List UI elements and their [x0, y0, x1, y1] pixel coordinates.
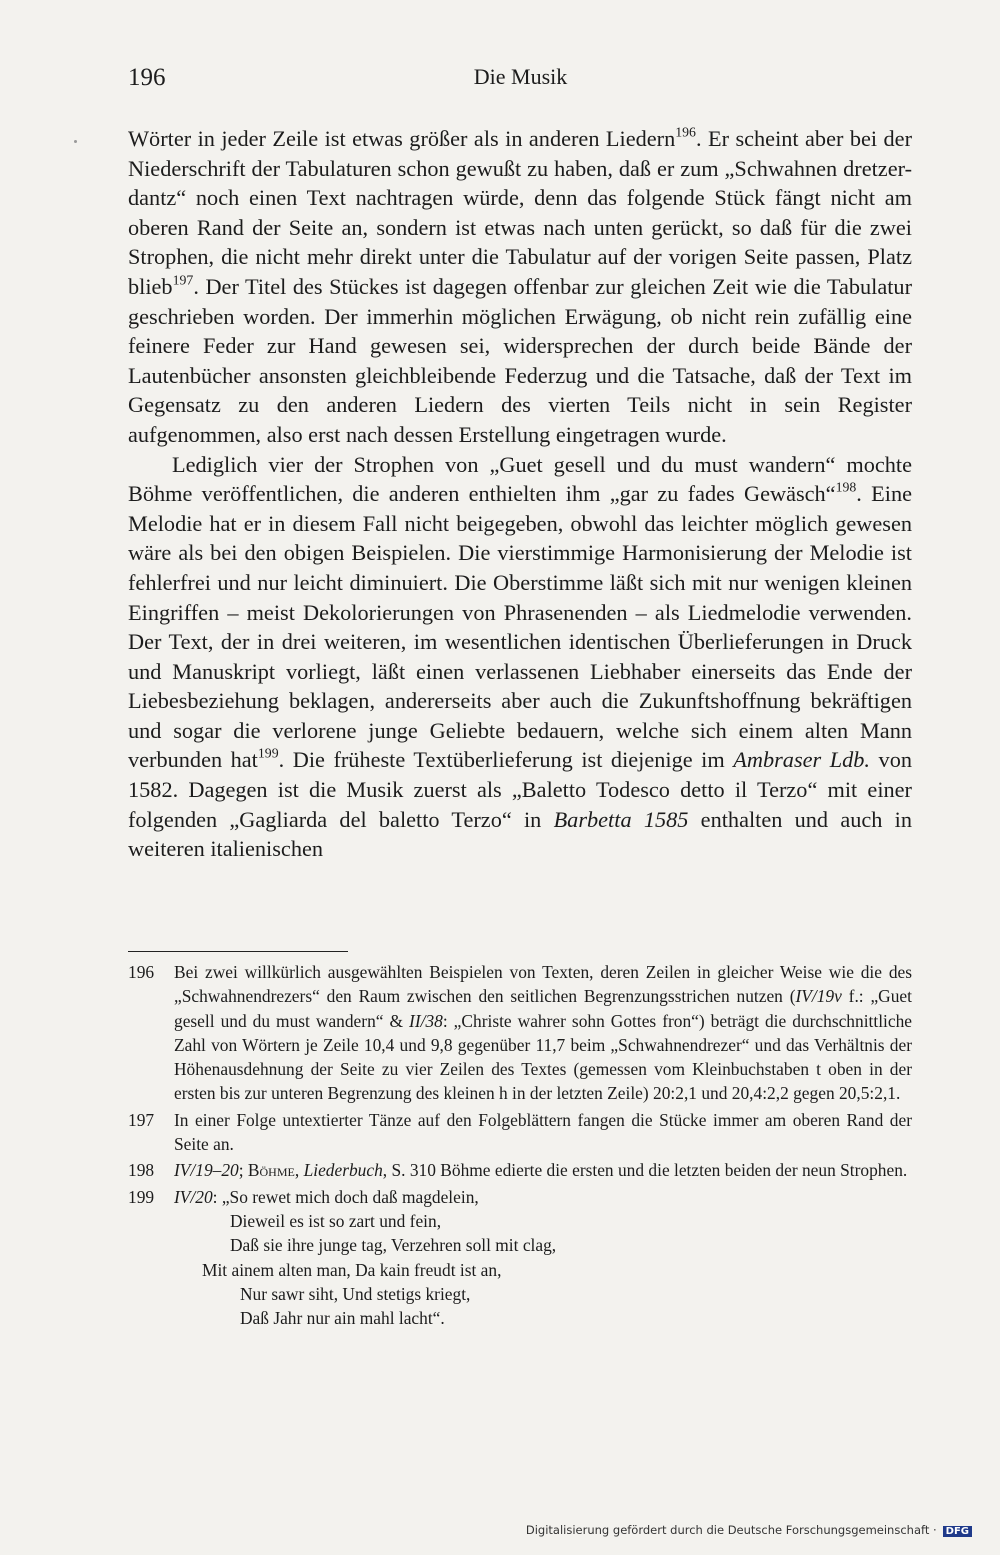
italic-source-title: Barbetta 1585 [553, 806, 689, 832]
main-text [128, 124, 912, 864]
footnote-number: 196 [128, 962, 155, 982]
paragraph-1 [128, 124, 912, 450]
italic-signature: IV/19v [795, 986, 842, 1007]
digitization-credit [526, 1523, 972, 1537]
margin-speck [74, 140, 77, 143]
author-name: Böhme [247, 1160, 295, 1181]
poem-line: Daß sie ihre junge tag, Verzehren soll mit clag, [230, 1235, 557, 1256]
page-header [128, 64, 913, 98]
text-run: . Er scheint aber bei der Niederschrift der Tabulaturen schon gewußt zu haben, daß er zum „Schwahnen dretzer-dantz“ noch einen Text nachtragen würde, denn das folgende Stück fängt nicht am oberen Rand der Seite an, sondern ist etwas nach unten gerückt, so daß für die zwei Strophen, die nicht mehr direkt unter die Tabulatur auf der vorigen Seite passen, Platz blieb [128, 126, 912, 299]
footnote-number: 198 [128, 1160, 155, 1181]
paragraph-2 [128, 450, 912, 864]
italic-signature: IV/19–20 [174, 1160, 239, 1181]
italic-signature: II/38 [409, 1010, 443, 1031]
poem-line: Daß Jahr nur ain mahl lacht“. [240, 1308, 445, 1329]
text-run: ; [238, 1160, 248, 1181]
footnote-198 [128, 1158, 912, 1182]
footnote-199 [128, 1185, 912, 1331]
text-run: . Eine Melodie hat er in diesem Fall nicht beigegeben, obwohl das leichter möglich gewesen wäre als bei den obigen Beispielen. Die vierstimmige Harmonisierung der Melodie ist fehlerfrei und nur leicht diminuiert. Die Oberstimme läßt sich mit nur wenigen kleinen Eingriffen – meist Dekolorierungen von Phrasenenden – als Liedmelodie verwenden. Der Text, der in drei weiteren, im wesentlichen identischen Überlieferungen in Druck und Manuskript vorliegt, läßt einen verlassenen Liebhaber einerseits das Ende der Liebesbeziehung beklagen, andererseits aber auch die Zukunftshoffnung bekräftigen und sogar die verlorene junge Geliebte bedauern, welche sich einem alten Mann verbunden hat [128, 481, 912, 773]
text-run: . Die früheste Textüberlieferung ist diejenige im [278, 747, 734, 773]
text-run: , [294, 1160, 304, 1181]
footnote-separator [128, 951, 348, 952]
footnote-ref-198: 198 [835, 479, 857, 495]
poem-line: Nur sawr siht, Und stetigs kriegt, [240, 1283, 471, 1304]
italic-source-title: Ambraser Ldb. [733, 747, 871, 773]
footnote-196 [128, 960, 912, 1106]
text-run: Lediglich vier der Strophen von „Guet gesell und du must wandern“ mochte Böhme veröffentlichen, die anderen enthielten ihm „gar zu fades Gewäsch“ [128, 451, 912, 507]
italic-book-title: Liederbuch [303, 1160, 383, 1181]
footnotes [128, 960, 912, 1332]
text-run: : „So rewet mich doch daß magdelein, [212, 1186, 479, 1207]
poem-line: Dieweil es ist so zart und fein, [230, 1210, 442, 1231]
text-run: . Der Titel des Stückes ist dagegen offenbar zur gleichen Zeit wie die Tabulatur geschrieben worden. Der immerhin möglichen Erwägung, ob nicht rein zufällig eine feinere Feder zur Hand gewesen sei, widersprechen der durch beide Bände der Lautenbücher ansonsten gleichbleibende Federzug und die Tatsache, daß der Text im Gegensatz zu den anderen Liedern des vierten Teils nicht in sein Register aufgenommen, also erst nach dessen Erstellung eingetragen wurde. [128, 273, 912, 447]
text-run: Wörter in jeder Zeile ist etwas größer als in anderen Liedern [128, 126, 676, 151]
footnote-number: 199 [128, 1186, 155, 1207]
running-head: Die Musik [473, 64, 568, 89]
text-run: , S. 310 Böhme edierte die ersten und die letzten beiden der neun Strophen. [382, 1160, 908, 1181]
credit-text: Digitalisierung gefördert durch die Deutsche Forschungsgemeinschaft · [525, 1523, 937, 1537]
text-run: In einer Folge untextierter Tänze auf den Folgeblättern fangen die Stücke immer am oberen Rand der Seite an. [174, 1109, 912, 1155]
page-number: 196 [128, 64, 166, 91]
dfg-logo: DFG [943, 1526, 972, 1537]
text-run: f.: „Guet gesell und du must wandern“ & [174, 986, 912, 1031]
italic-signature: IV/20 [174, 1186, 213, 1207]
footnote-197 [128, 1108, 912, 1157]
text-run: von 1582. Dagegen ist die Musik zuerst als „Baletto Todesco detto il Terzo“ mit einer folgenden „Gagliarda del baletto Terzo“ in [128, 747, 912, 832]
footnote-ref-196: 196 [675, 124, 696, 140]
text-run: enthalten und auch in weiteren italienischen [128, 806, 912, 862]
footnote-ref-199: 199 [257, 746, 279, 762]
footnote-ref-197: 197 [172, 272, 194, 288]
text-run: Bei zwei willkürlich ausgewählten Beispielen von Texten, deren Zeilen in gleicher Weise wie die des „Schwahnendrezers“ den Raum zwischen den seitlichen Begrenzungsstrichen nutzen ( [174, 962, 912, 1007]
footnote-number: 197 [128, 1109, 155, 1130]
poem-line: Mit ainem alten man, Da kain freudt ist an, [202, 1259, 502, 1280]
text-run: : „Christe wahrer sohn Gottes fron“) beträgt die durchschnittliche Zahl von Wörtern je Zeile 10,4 und 9,8 gegenüber 11,7 beim „Schwahnendrezer“ und das Verhältnis der Höhenausdehnung der Seite zu vier Zeilen des Textes (gemessen vom Kleinbuchstaben t oben in der ersten bis zur unteren Begrenzung des kleinen h in der letzten Zeile) 20:2,1 und 20,4:2,2 gegen 20,5:2,1. [174, 1010, 912, 1104]
